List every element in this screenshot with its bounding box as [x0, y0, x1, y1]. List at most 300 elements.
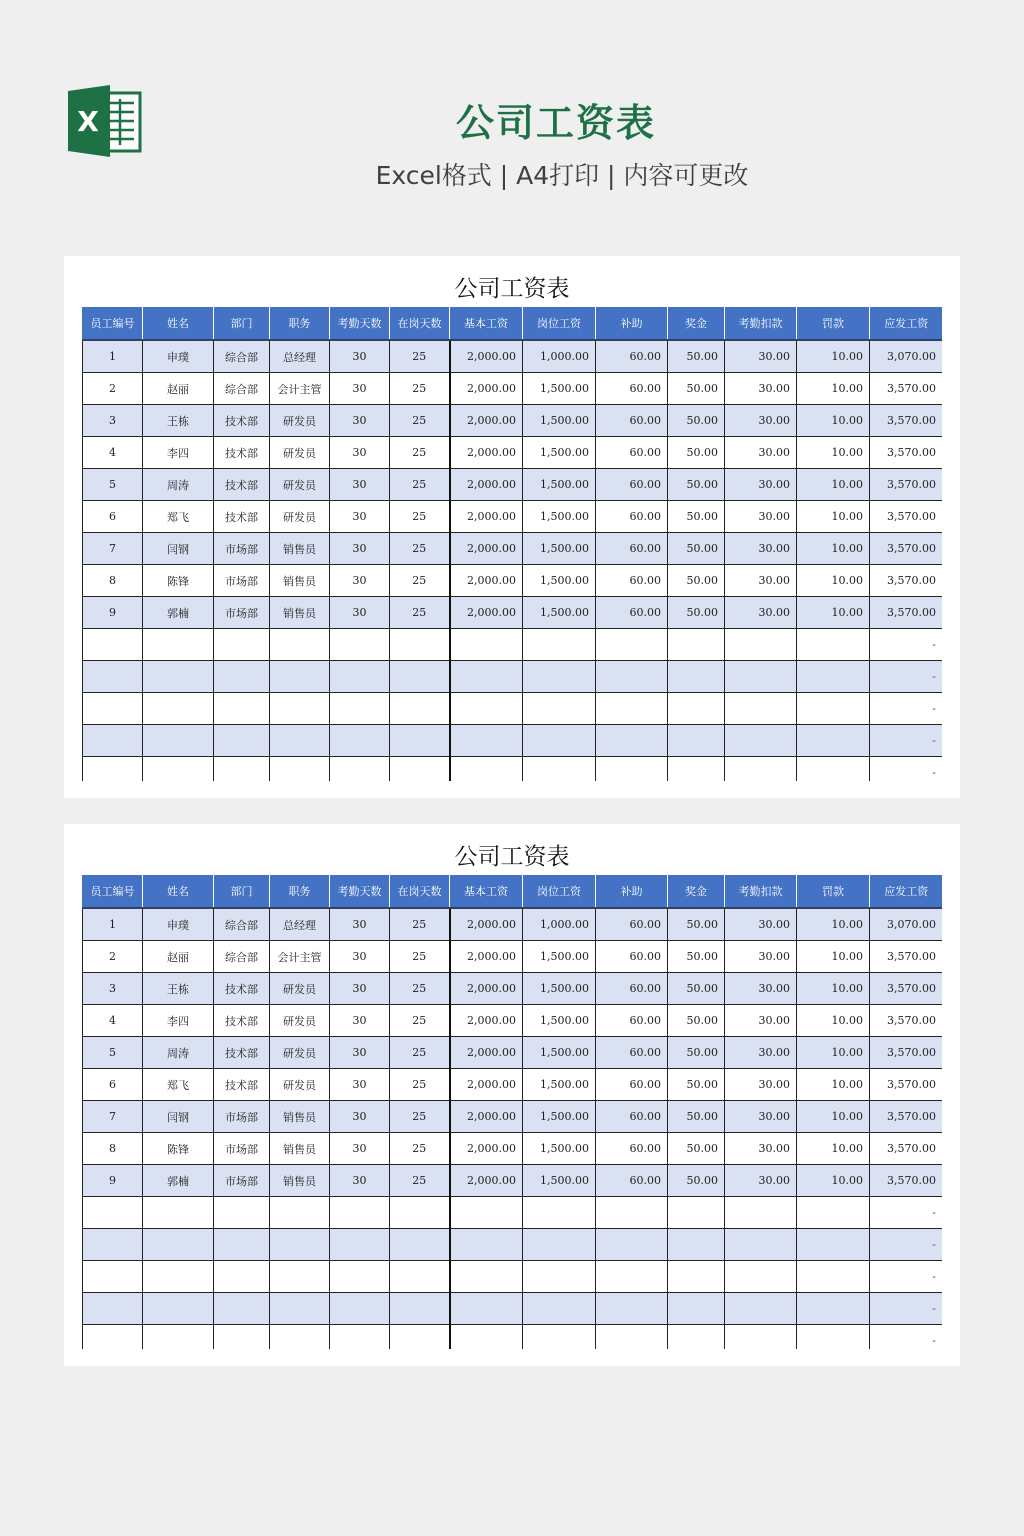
table-cell[interactable]: 10.00 [797, 941, 870, 973]
table-cell[interactable]: 25 [390, 469, 450, 501]
table-cell[interactable]: 技术部 [214, 1069, 270, 1101]
table-cell[interactable]: 50.00 [668, 469, 725, 501]
table-cell[interactable] [143, 1325, 214, 1350]
table-cell[interactable]: 销售员 [270, 565, 330, 597]
table-cell[interactable]: 3,570.00 [870, 1005, 943, 1037]
table-cell[interactable] [143, 661, 214, 693]
table-cell[interactable] [450, 725, 523, 757]
table-cell[interactable]: 30.00 [725, 340, 797, 373]
table-cell[interactable] [596, 1261, 668, 1293]
table-cell[interactable] [725, 1229, 797, 1261]
table-cell[interactable]: 研发员 [270, 501, 330, 533]
table-cell[interactable] [523, 1229, 596, 1261]
table-cell[interactable] [596, 1229, 668, 1261]
table-cell[interactable]: 赵丽 [143, 373, 214, 405]
table-cell[interactable]: 4 [83, 437, 143, 469]
table-cell[interactable]: 研发员 [270, 1069, 330, 1101]
table-cell[interactable]: 研发员 [270, 469, 330, 501]
table-cell[interactable] [450, 1197, 523, 1229]
table-cell[interactable]: 30 [330, 501, 390, 533]
table-cell[interactable]: 25 [390, 405, 450, 437]
table-cell[interactable]: 2,000.00 [450, 501, 523, 533]
table-cell[interactable]: 1,000.00 [523, 908, 596, 941]
table-cell[interactable] [390, 1325, 450, 1350]
table-cell[interactable] [390, 1229, 450, 1261]
table-cell[interactable]: 销售员 [270, 1165, 330, 1197]
table-cell[interactable]: 8 [83, 565, 143, 597]
table-cell[interactable] [725, 661, 797, 693]
table-cell[interactable]: 王栋 [143, 973, 214, 1005]
table-cell[interactable]: 2,000.00 [450, 908, 523, 941]
table-cell[interactable] [725, 1261, 797, 1293]
table-cell[interactable] [450, 661, 523, 693]
table-cell[interactable]: - [870, 1293, 943, 1325]
table-cell[interactable]: 3,570.00 [870, 1037, 943, 1069]
table-cell[interactable] [523, 1197, 596, 1229]
table-cell[interactable]: 研发员 [270, 973, 330, 1005]
table-cell[interactable] [450, 1229, 523, 1261]
table-cell[interactable]: 2,000.00 [450, 340, 523, 373]
table-cell[interactable]: 研发员 [270, 1005, 330, 1037]
table-cell[interactable]: 2,000.00 [450, 1069, 523, 1101]
table-cell[interactable]: - [870, 757, 943, 782]
table-cell[interactable] [725, 757, 797, 782]
table-cell[interactable]: 3,570.00 [870, 533, 943, 565]
table-cell[interactable]: 3,570.00 [870, 1101, 943, 1133]
table-cell[interactable]: 1,500.00 [523, 941, 596, 973]
table-cell[interactable]: 10.00 [797, 597, 870, 629]
table-cell[interactable] [143, 1261, 214, 1293]
table-cell[interactable]: 60.00 [596, 1069, 668, 1101]
table-cell[interactable] [668, 1325, 725, 1350]
table-cell[interactable]: 郭楠 [143, 597, 214, 629]
table-cell[interactable]: 6 [83, 501, 143, 533]
table-cell[interactable] [143, 693, 214, 725]
table-cell[interactable] [270, 661, 330, 693]
table-cell[interactable]: 市场部 [214, 1165, 270, 1197]
table-cell[interactable]: 技术部 [214, 469, 270, 501]
table-cell[interactable]: 1,500.00 [523, 597, 596, 629]
table-cell[interactable] [668, 1261, 725, 1293]
table-cell[interactable]: 25 [390, 1005, 450, 1037]
table-cell[interactable]: 1,500.00 [523, 1133, 596, 1165]
table-cell[interactable]: 25 [390, 501, 450, 533]
table-cell[interactable]: 2 [83, 941, 143, 973]
table-cell[interactable]: 3,570.00 [870, 941, 943, 973]
table-cell[interactable]: 30 [330, 405, 390, 437]
table-cell[interactable]: 销售员 [270, 1101, 330, 1133]
table-cell[interactable]: 1,500.00 [523, 1165, 596, 1197]
table-cell[interactable]: 1,500.00 [523, 437, 596, 469]
table-cell[interactable]: 2,000.00 [450, 373, 523, 405]
table-cell[interactable]: 2,000.00 [450, 597, 523, 629]
table-cell[interactable]: 25 [390, 1069, 450, 1101]
table-cell[interactable] [83, 725, 143, 757]
table-cell[interactable]: 3,570.00 [870, 1069, 943, 1101]
table-cell[interactable] [523, 629, 596, 661]
table-cell[interactable] [214, 1197, 270, 1229]
table-cell[interactable] [596, 693, 668, 725]
table-cell[interactable] [83, 1197, 143, 1229]
table-cell[interactable] [83, 1293, 143, 1325]
table-cell[interactable] [83, 1261, 143, 1293]
table-cell[interactable]: 技术部 [214, 1037, 270, 1069]
table-cell[interactable]: 60.00 [596, 340, 668, 373]
table-cell[interactable]: 50.00 [668, 908, 725, 941]
table-cell[interactable] [596, 1325, 668, 1350]
table-cell[interactable]: 30.00 [725, 565, 797, 597]
table-cell[interactable]: 50.00 [668, 373, 725, 405]
table-cell[interactable]: 30 [330, 1101, 390, 1133]
table-cell[interactable] [330, 757, 390, 782]
table-cell[interactable]: 综合部 [214, 941, 270, 973]
table-cell[interactable]: 3 [83, 405, 143, 437]
table-cell[interactable]: 25 [390, 373, 450, 405]
table-cell[interactable]: 1,500.00 [523, 501, 596, 533]
table-cell[interactable] [143, 1229, 214, 1261]
table-cell[interactable]: 50.00 [668, 941, 725, 973]
table-cell[interactable]: 10.00 [797, 373, 870, 405]
table-cell[interactable]: 2,000.00 [450, 1133, 523, 1165]
table-cell[interactable] [330, 1229, 390, 1261]
table-cell[interactable]: 3,570.00 [870, 373, 943, 405]
table-cell[interactable]: 25 [390, 941, 450, 973]
table-cell[interactable] [390, 1197, 450, 1229]
table-cell[interactable]: 25 [390, 973, 450, 1005]
table-cell[interactable] [450, 693, 523, 725]
table-cell[interactable]: 李四 [143, 1005, 214, 1037]
table-cell[interactable]: 10.00 [797, 1069, 870, 1101]
table-cell[interactable] [668, 661, 725, 693]
table-cell[interactable] [214, 1325, 270, 1350]
table-cell[interactable]: 25 [390, 908, 450, 941]
table-cell[interactable]: 1,500.00 [523, 469, 596, 501]
table-cell[interactable]: 30.00 [725, 1165, 797, 1197]
table-cell[interactable]: 销售员 [270, 1133, 330, 1165]
table-cell[interactable] [596, 629, 668, 661]
table-cell[interactable]: 30.00 [725, 973, 797, 1005]
table-cell[interactable]: 综合部 [214, 340, 270, 373]
table-cell[interactable] [270, 629, 330, 661]
table-cell[interactable] [596, 661, 668, 693]
table-cell[interactable]: 10.00 [797, 1101, 870, 1133]
table-cell[interactable]: 50.00 [668, 597, 725, 629]
table-cell[interactable]: 8 [83, 1133, 143, 1165]
table-cell[interactable]: 市场部 [214, 1101, 270, 1133]
table-cell[interactable] [330, 725, 390, 757]
table-cell[interactable] [390, 1293, 450, 1325]
table-cell[interactable]: 10.00 [797, 1133, 870, 1165]
table-cell[interactable]: 60.00 [596, 469, 668, 501]
table-cell[interactable]: 3,570.00 [870, 405, 943, 437]
table-cell[interactable]: 30 [330, 908, 390, 941]
table-cell[interactable] [797, 629, 870, 661]
table-cell[interactable] [330, 693, 390, 725]
table-cell[interactable] [214, 725, 270, 757]
table-cell[interactable]: 10.00 [797, 908, 870, 941]
table-cell[interactable]: 30 [330, 373, 390, 405]
table-cell[interactable]: 郑飞 [143, 1069, 214, 1101]
table-cell[interactable] [797, 1229, 870, 1261]
table-cell[interactable]: 李四 [143, 437, 214, 469]
table-cell[interactable] [330, 1325, 390, 1350]
table-cell[interactable]: 1 [83, 340, 143, 373]
table-cell[interactable]: 30.00 [725, 908, 797, 941]
table-cell[interactable]: 研发员 [270, 1037, 330, 1069]
table-cell[interactable] [390, 661, 450, 693]
table-cell[interactable]: 30 [330, 437, 390, 469]
table-cell[interactable]: 50.00 [668, 437, 725, 469]
table-cell[interactable] [797, 757, 870, 782]
table-cell[interactable] [523, 757, 596, 782]
table-cell[interactable]: 30 [330, 1133, 390, 1165]
table-cell[interactable]: 2,000.00 [450, 941, 523, 973]
table-cell[interactable]: 2,000.00 [450, 1005, 523, 1037]
table-cell[interactable]: 50.00 [668, 1133, 725, 1165]
table-cell[interactable]: 60.00 [596, 973, 668, 1005]
table-cell[interactable] [523, 693, 596, 725]
table-cell[interactable]: 综合部 [214, 908, 270, 941]
table-cell[interactable]: 2,000.00 [450, 405, 523, 437]
table-cell[interactable]: 2,000.00 [450, 437, 523, 469]
table-cell[interactable] [390, 629, 450, 661]
table-cell[interactable] [450, 757, 523, 782]
table-cell[interactable]: 30.00 [725, 373, 797, 405]
table-cell[interactable]: 1,500.00 [523, 565, 596, 597]
table-cell[interactable]: 10.00 [797, 437, 870, 469]
table-cell[interactable] [523, 725, 596, 757]
table-cell[interactable] [668, 629, 725, 661]
table-cell[interactable]: 50.00 [668, 1005, 725, 1037]
table-cell[interactable]: 60.00 [596, 1133, 668, 1165]
table-cell[interactable]: 综合部 [214, 373, 270, 405]
table-cell[interactable]: 30 [330, 1005, 390, 1037]
table-cell[interactable] [83, 1229, 143, 1261]
table-cell[interactable]: 10.00 [797, 1165, 870, 1197]
table-cell[interactable] [797, 1293, 870, 1325]
table-cell[interactable]: 研发员 [270, 405, 330, 437]
table-cell[interactable]: 10.00 [797, 565, 870, 597]
table-cell[interactable] [83, 693, 143, 725]
table-cell[interactable] [390, 693, 450, 725]
table-cell[interactable] [270, 693, 330, 725]
table-cell[interactable]: 闫钢 [143, 1101, 214, 1133]
table-cell[interactable] [390, 757, 450, 782]
table-cell[interactable]: 30.00 [725, 533, 797, 565]
table-cell[interactable] [214, 693, 270, 725]
table-cell[interactable] [725, 629, 797, 661]
table-cell[interactable]: 9 [83, 1165, 143, 1197]
table-cell[interactable]: 25 [390, 437, 450, 469]
table-cell[interactable]: 3,570.00 [870, 973, 943, 1005]
table-cell[interactable]: 5 [83, 1037, 143, 1069]
table-cell[interactable]: 赵丽 [143, 941, 214, 973]
table-cell[interactable] [143, 1197, 214, 1229]
table-cell[interactable]: 1,500.00 [523, 405, 596, 437]
table-cell[interactable]: 30 [330, 1037, 390, 1069]
table-cell[interactable] [330, 629, 390, 661]
table-cell[interactable]: 2,000.00 [450, 1165, 523, 1197]
table-cell[interactable]: 30.00 [725, 1037, 797, 1069]
table-cell[interactable]: 60.00 [596, 1005, 668, 1037]
table-cell[interactable]: 60.00 [596, 501, 668, 533]
table-cell[interactable] [330, 1197, 390, 1229]
table-cell[interactable] [330, 1293, 390, 1325]
table-cell[interactable]: 3,570.00 [870, 1165, 943, 1197]
table-cell[interactable]: 3,570.00 [870, 565, 943, 597]
table-cell[interactable]: 1,500.00 [523, 973, 596, 1005]
table-cell[interactable]: 王栋 [143, 405, 214, 437]
table-cell[interactable]: 30 [330, 1069, 390, 1101]
table-cell[interactable]: 50.00 [668, 501, 725, 533]
table-cell[interactable]: 2,000.00 [450, 565, 523, 597]
table-cell[interactable]: 3,570.00 [870, 1133, 943, 1165]
table-cell[interactable] [668, 1197, 725, 1229]
table-cell[interactable]: 50.00 [668, 565, 725, 597]
table-cell[interactable]: 2,000.00 [450, 533, 523, 565]
table-cell[interactable]: 30.00 [725, 1101, 797, 1133]
table-cell[interactable]: 30 [330, 1165, 390, 1197]
table-cell[interactable]: 30.00 [725, 469, 797, 501]
table-cell[interactable]: - [870, 629, 943, 661]
table-cell[interactable]: 10.00 [797, 340, 870, 373]
table-cell[interactable]: 总经理 [270, 908, 330, 941]
table-cell[interactable] [270, 1229, 330, 1261]
table-cell[interactable]: 25 [390, 597, 450, 629]
table-cell[interactable] [330, 1261, 390, 1293]
table-cell[interactable]: 30 [330, 469, 390, 501]
table-cell[interactable] [390, 725, 450, 757]
table-cell[interactable]: - [870, 661, 943, 693]
table-cell[interactable]: 2,000.00 [450, 469, 523, 501]
table-cell[interactable] [143, 725, 214, 757]
table-cell[interactable] [725, 693, 797, 725]
table-cell[interactable]: 50.00 [668, 1101, 725, 1133]
table-cell[interactable]: 市场部 [214, 565, 270, 597]
table-cell[interactable]: 60.00 [596, 941, 668, 973]
table-cell[interactable]: 4 [83, 1005, 143, 1037]
table-cell[interactable]: 30 [330, 533, 390, 565]
table-cell[interactable] [725, 1197, 797, 1229]
table-cell[interactable]: 郭楠 [143, 1165, 214, 1197]
table-cell[interactable] [270, 1197, 330, 1229]
table-cell[interactable]: 技术部 [214, 1005, 270, 1037]
table-cell[interactable]: 25 [390, 565, 450, 597]
table-cell[interactable]: 郑飞 [143, 501, 214, 533]
table-cell[interactable]: 1 [83, 908, 143, 941]
table-cell[interactable]: 市场部 [214, 1133, 270, 1165]
table-cell[interactable] [214, 757, 270, 782]
table-cell[interactable]: 销售员 [270, 533, 330, 565]
table-cell[interactable] [450, 1261, 523, 1293]
table-cell[interactable]: - [870, 725, 943, 757]
table-cell[interactable]: 30 [330, 973, 390, 1005]
table-cell[interactable]: 25 [390, 1165, 450, 1197]
table-cell[interactable]: 技术部 [214, 973, 270, 1005]
table-cell[interactable]: 10.00 [797, 501, 870, 533]
table-cell[interactable] [797, 661, 870, 693]
table-cell[interactable] [450, 629, 523, 661]
table-cell[interactable]: 3 [83, 973, 143, 1005]
table-cell[interactable]: 3,570.00 [870, 437, 943, 469]
table-cell[interactable] [523, 661, 596, 693]
table-cell[interactable]: 3,570.00 [870, 597, 943, 629]
table-cell[interactable]: 50.00 [668, 1165, 725, 1197]
table-cell[interactable] [725, 1293, 797, 1325]
table-cell[interactable]: 10.00 [797, 533, 870, 565]
table-cell[interactable]: 60.00 [596, 437, 668, 469]
table-cell[interactable] [83, 629, 143, 661]
table-cell[interactable] [596, 725, 668, 757]
table-cell[interactable]: 10.00 [797, 405, 870, 437]
table-cell[interactable] [83, 661, 143, 693]
table-cell[interactable]: 陈锋 [143, 1133, 214, 1165]
table-cell[interactable]: 50.00 [668, 340, 725, 373]
table-cell[interactable]: 30.00 [725, 1133, 797, 1165]
table-cell[interactable]: 60.00 [596, 373, 668, 405]
table-cell[interactable]: 30 [330, 565, 390, 597]
table-cell[interactable] [270, 1293, 330, 1325]
table-cell[interactable]: 50.00 [668, 533, 725, 565]
table-cell[interactable] [797, 1325, 870, 1350]
table-cell[interactable]: 50.00 [668, 1069, 725, 1101]
table-cell[interactable] [143, 757, 214, 782]
table-cell[interactable] [214, 1229, 270, 1261]
table-cell[interactable]: 50.00 [668, 1037, 725, 1069]
table-cell[interactable]: 30.00 [725, 941, 797, 973]
table-cell[interactable]: 周涛 [143, 1037, 214, 1069]
table-cell[interactable] [83, 757, 143, 782]
table-cell[interactable] [725, 1325, 797, 1350]
table-cell[interactable] [668, 1229, 725, 1261]
table-cell[interactable]: 50.00 [668, 405, 725, 437]
table-cell[interactable]: 30 [330, 941, 390, 973]
table-cell[interactable]: - [870, 1229, 943, 1261]
table-cell[interactable]: 60.00 [596, 405, 668, 437]
table-cell[interactable] [143, 629, 214, 661]
table-cell[interactable] [668, 757, 725, 782]
table-cell[interactable] [83, 1325, 143, 1350]
table-cell[interactable] [270, 1325, 330, 1350]
table-cell[interactable] [668, 725, 725, 757]
table-cell[interactable]: - [870, 1197, 943, 1229]
table-cell[interactable]: 10.00 [797, 1005, 870, 1037]
table-cell[interactable]: 闫钢 [143, 533, 214, 565]
table-cell[interactable] [668, 1293, 725, 1325]
table-cell[interactable]: - [870, 1325, 943, 1350]
table-cell[interactable]: 会计主管 [270, 941, 330, 973]
table-cell[interactable]: 陈锋 [143, 565, 214, 597]
table-cell[interactable]: 总经理 [270, 340, 330, 373]
table-cell[interactable]: 25 [390, 1037, 450, 1069]
table-cell[interactable]: 30 [330, 597, 390, 629]
table-cell[interactable]: 技术部 [214, 405, 270, 437]
table-cell[interactable]: 2,000.00 [450, 973, 523, 1005]
table-cell[interactable]: 7 [83, 1101, 143, 1133]
table-cell[interactable]: 周涛 [143, 469, 214, 501]
table-cell[interactable]: 3,570.00 [870, 469, 943, 501]
table-cell[interactable]: 25 [390, 1101, 450, 1133]
table-cell[interactable] [270, 757, 330, 782]
table-cell[interactable] [390, 1261, 450, 1293]
table-cell[interactable] [450, 1293, 523, 1325]
table-cell[interactable] [596, 757, 668, 782]
table-cell[interactable] [270, 725, 330, 757]
table-cell[interactable]: 30.00 [725, 437, 797, 469]
table-cell[interactable]: 9 [83, 597, 143, 629]
table-cell[interactable]: 60.00 [596, 565, 668, 597]
table-cell[interactable] [523, 1325, 596, 1350]
